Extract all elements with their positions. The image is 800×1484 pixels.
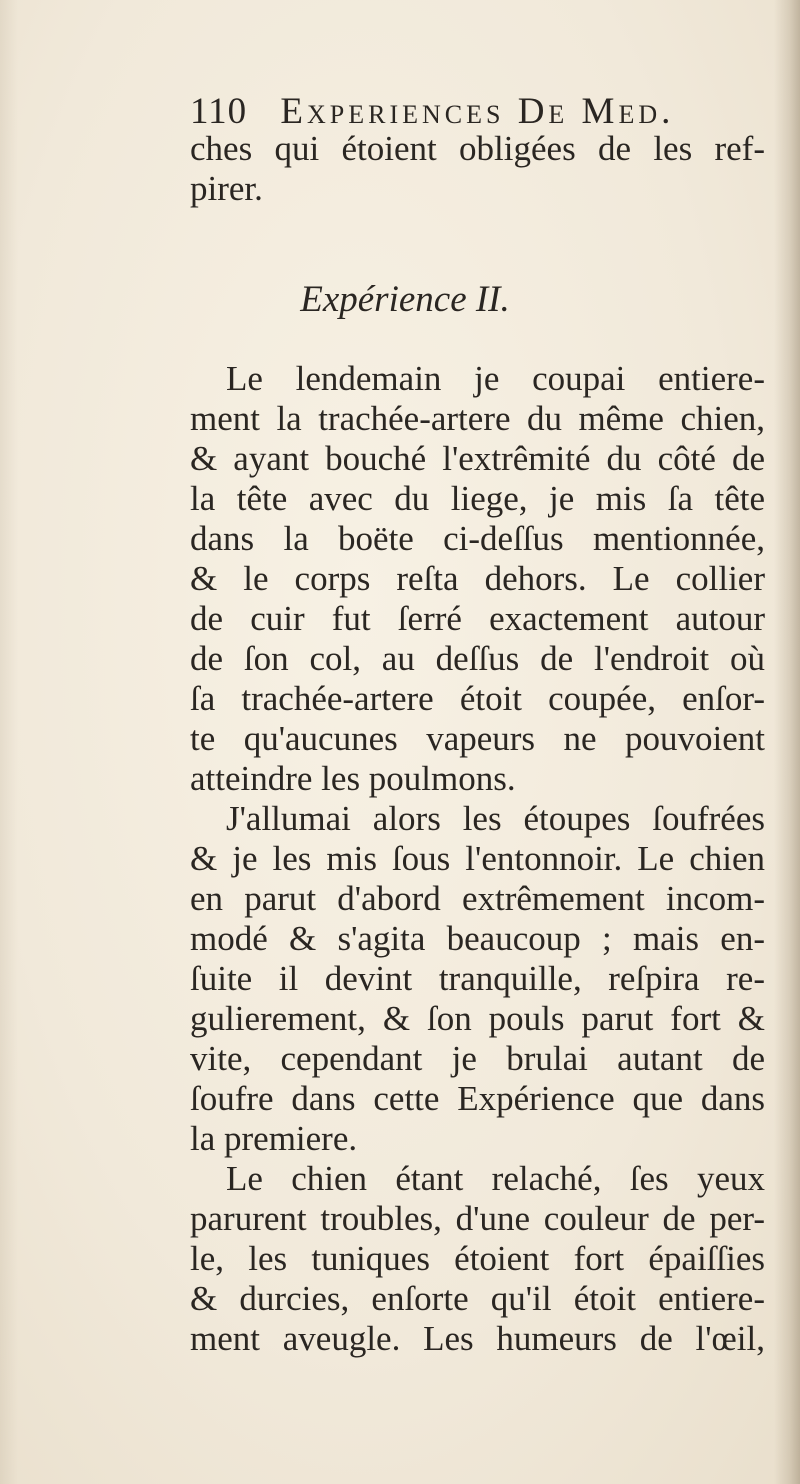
text-line: Le lendemain je coupai entiere-: [226, 359, 765, 398]
text-line: & je les mis ſous l'entonnoir. Le chien: [190, 839, 765, 878]
text-line: en parut d'abord extrêmement incom-: [190, 879, 765, 918]
text-line: gulierement, & ſon pouls parut fort &: [190, 999, 765, 1038]
text-line: parurent troubles, d'une couleur de per-: [190, 1199, 765, 1238]
text-line: de ſon col, au deſſus de l'endroit où: [190, 639, 765, 678]
text-line: atteindre les poulmons.: [190, 759, 516, 798]
page-number: 110: [190, 91, 248, 132]
section-heading-text: Expérience II.: [300, 279, 510, 320]
text-line: ſoufre dans cette Expérience que dans: [190, 1079, 765, 1118]
text-line: la premiere.: [190, 1119, 358, 1158]
text-line: & ayant bouché l'extrêmité du côté de: [190, 439, 765, 478]
section-heading: [0, 280, 800, 320]
text-line: J'allumai alors les étoupes ſoufrées: [226, 799, 765, 838]
text-line: te qu'aucunes vapeurs ne pouvoient: [190, 719, 765, 758]
text-line: ches qui étoient obligées de les ref-: [190, 129, 765, 168]
text-line: la tête avec du liege, je mis ſa tête: [190, 479, 765, 518]
text-line: vite, cependant je brulai autant de: [190, 1039, 765, 1078]
text-line: ſuite il devint tranquille, reſpira re-: [190, 959, 765, 998]
text-line: le, les tuniques étoient fort épaiſſies: [190, 1239, 765, 1278]
text-line: & le corps reſta dehors. Le collier: [190, 559, 765, 598]
text-line: Le chien étant relaché, ſes yeux: [226, 1159, 765, 1198]
text-line: pirer.: [190, 169, 263, 208]
text-line: dans la boëte ci-deſſus mentionnée,: [190, 519, 765, 558]
text-line: ſa trachée-artere étoit coupée, enſor-: [190, 679, 765, 718]
running-header: [190, 93, 674, 130]
running-head-title: Experiences De Med.: [280, 91, 675, 132]
page-edge-shadow: [774, 0, 800, 1484]
text-line: ment la trachée-artere du même chien,: [190, 399, 765, 438]
text-line: de cuir fut ſerré exactement autour: [190, 599, 765, 638]
text-line: ment aveugle. Les humeurs de l'œil,: [190, 1319, 765, 1358]
continuation-paragraph: [190, 129, 765, 209]
gutter-shadow: [0, 0, 18, 1484]
body-paragraphs: [190, 359, 765, 1359]
text-line: & durcies, enſorte qu'il étoit entiere-: [190, 1279, 765, 1318]
text-line: modé & s'agita beaucoup ; mais en-: [190, 919, 765, 958]
